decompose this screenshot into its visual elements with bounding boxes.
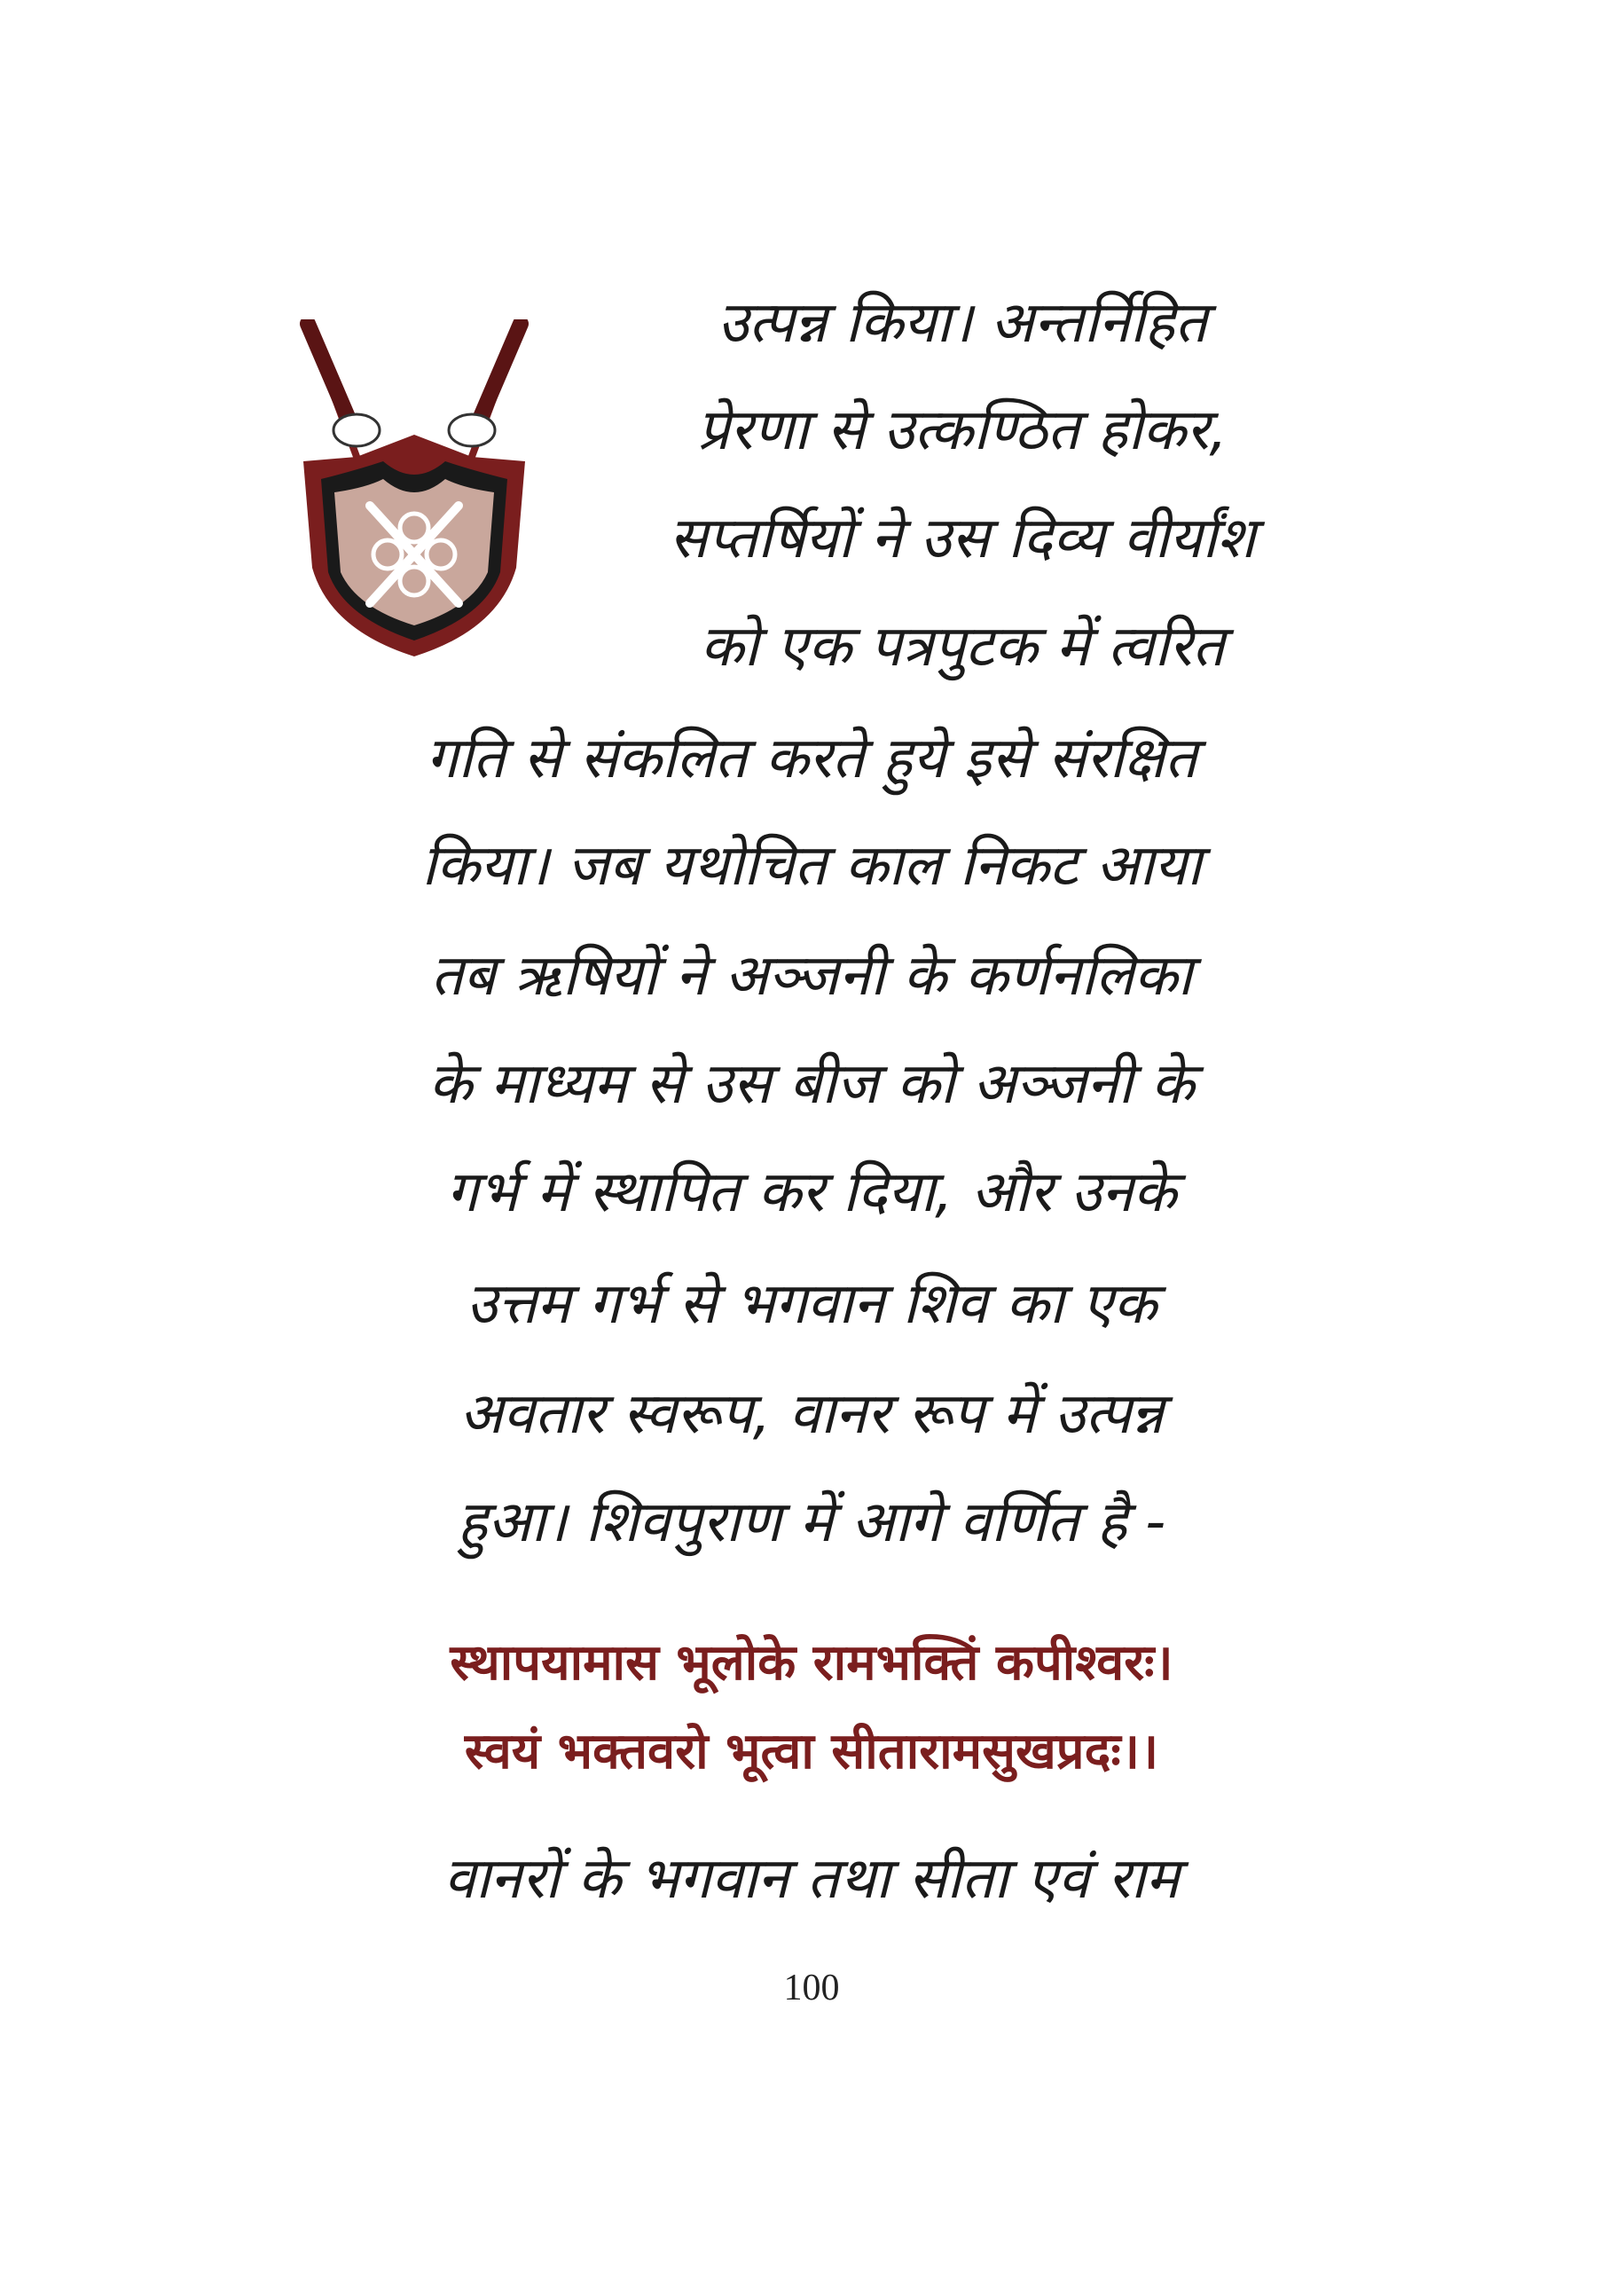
body-text-line: तब ऋषियों ने अञ्जनी के कर्णनलिका — [430, 943, 1193, 1009]
shield-swords-emblem-icon — [294, 319, 534, 665]
closing-text-line: वानरों के भगवान तथा सीता एवं राम — [443, 1846, 1180, 1912]
body-text-line: उत्पन्न किया। अन्तर्निहित — [718, 290, 1207, 356]
body-text-line: को एक पत्रपुटक में त्वरित — [700, 614, 1225, 680]
body-text-line: हुआ। शिवपुराण में आगे वर्णित है - — [457, 1489, 1166, 1555]
body-text-line: गति से संकलित करते हुये इसे संरक्षित — [426, 726, 1197, 791]
page-number: 100 — [783, 1968, 840, 2008]
body-text-line: किया। जब यथोचित काल निकट आया — [421, 833, 1202, 899]
body-text-line: अवतार स्वरूप, वानर रूप में उत्पन्न — [459, 1381, 1164, 1447]
body-text-line: के माध्यम से उस बीज को अञ्जनी के — [428, 1051, 1195, 1117]
body-text-line: गर्भ में स्थापित कर दिया, और उनके — [446, 1159, 1177, 1225]
sanskrit-verse-line: स्थापयामास भूलोके रामभक्तिं कपीश्वरः। — [450, 1634, 1173, 1692]
sanskrit-verse-line: स्वयं भक्तवरो भूत्वा सीतारामसुखप्रदः।। — [464, 1723, 1159, 1780]
body-text-line: उत्तम गर्भ से भगवान शिव का एक — [466, 1271, 1157, 1337]
body-text-line: प्रेरणा से उत्कण्ठित होकर, — [697, 397, 1228, 463]
body-text-line: सप्तर्षियों ने उस दिव्य वीर्यांश — [669, 506, 1256, 571]
